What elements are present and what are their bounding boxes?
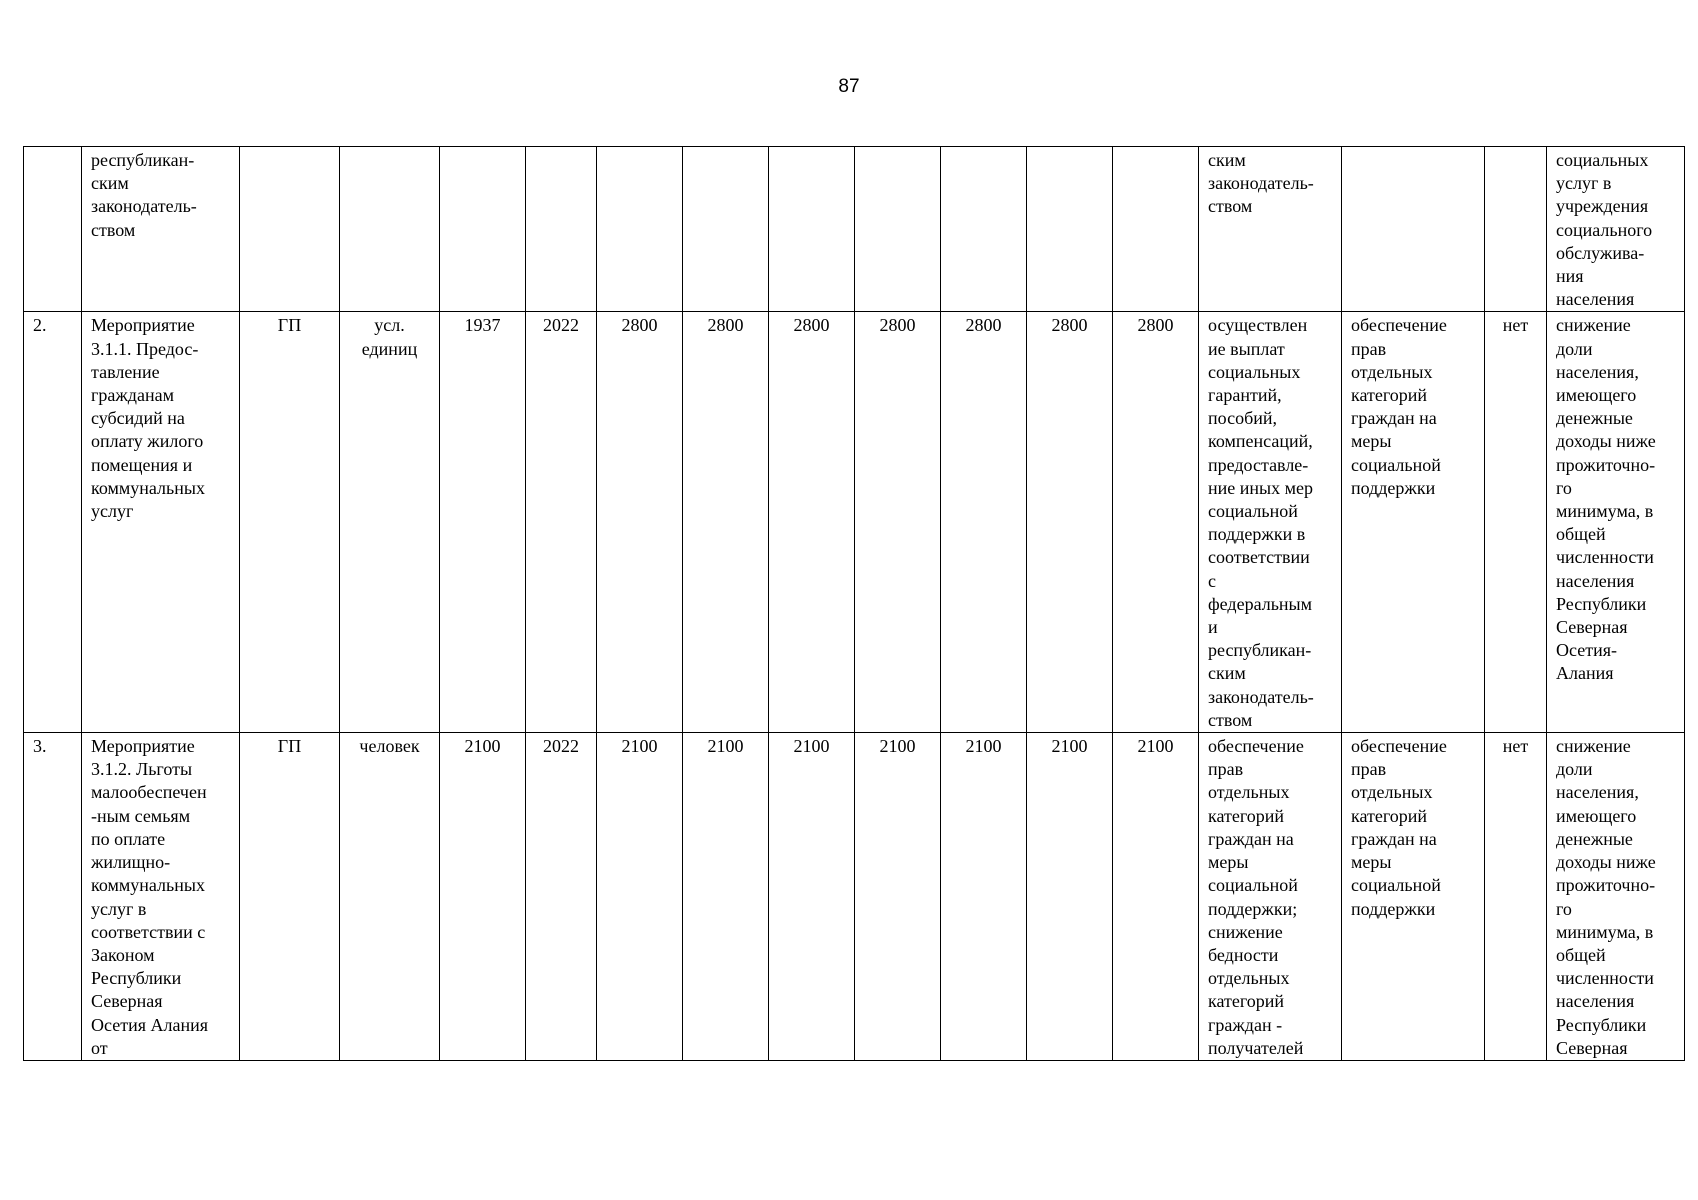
cell-line: прав xyxy=(1351,338,1387,359)
cell-line: социальных xyxy=(1208,361,1301,382)
value-cell xyxy=(941,147,1027,312)
cell-line: ским xyxy=(1208,663,1246,684)
value-cell: 2100 xyxy=(855,733,941,1061)
cell-line: предоставле- xyxy=(1208,454,1309,475)
cell-line: доли xyxy=(1556,338,1593,359)
base-year-cell xyxy=(526,147,597,312)
cell-line: ние иных мер xyxy=(1208,477,1313,498)
cell-line: поддержки в xyxy=(1208,524,1306,545)
page-number: 87 xyxy=(838,76,860,97)
indicator-cell xyxy=(1547,733,1685,1061)
cell-line: услуг в xyxy=(91,898,147,919)
cell-line: граждан - xyxy=(1208,1014,1283,1035)
cell-line: общей xyxy=(1556,524,1606,545)
table-row xyxy=(24,147,1685,312)
cell-line: населения, xyxy=(1556,782,1639,803)
cell-line: республикан- xyxy=(1208,640,1312,661)
cell-line: категорий xyxy=(1351,805,1428,826)
cell-line: компенсаций, xyxy=(1208,431,1313,452)
cell-line: отдельных xyxy=(1351,361,1433,382)
cell-line: социальной xyxy=(1351,875,1441,896)
cell-line: меры xyxy=(1351,431,1392,452)
cell-line: численности xyxy=(1556,547,1654,568)
cell-line: Законом xyxy=(91,944,155,965)
cell-line: отдельных xyxy=(1208,782,1290,803)
cell-line: денежные xyxy=(1556,828,1633,849)
cell-line: граждан на xyxy=(1351,408,1437,429)
cell-line: населения xyxy=(1556,991,1635,1012)
value-cell: 2800 xyxy=(941,312,1027,733)
cell-line: категорий xyxy=(1351,385,1428,406)
cell-line: ским xyxy=(1208,150,1246,170)
cell-line: прав xyxy=(1351,759,1387,780)
base-value-cell xyxy=(440,147,526,312)
cell-line: коммунальных xyxy=(91,875,205,896)
table-row xyxy=(24,312,1685,733)
cell-line: тавление xyxy=(91,361,160,382)
cell-line: прав xyxy=(1208,759,1244,780)
cell-line: доходы ниже xyxy=(1556,431,1656,452)
cell-line: социального xyxy=(1556,219,1653,240)
cell-line: оплату жилого xyxy=(91,431,204,452)
value-cell: 2100 xyxy=(597,733,683,1061)
cell-line: снижение xyxy=(1556,315,1631,336)
base-value-cell: 1937 xyxy=(440,312,526,733)
cell-line: населения xyxy=(1556,570,1635,591)
cell-line: субсидий на xyxy=(91,408,185,429)
cell-line: Республики xyxy=(1556,1014,1647,1035)
cell-line: коммунальных xyxy=(91,477,205,498)
cell-line: имеющего xyxy=(1556,805,1637,826)
result-cell xyxy=(1199,312,1342,733)
cell-line: законодатель- xyxy=(1208,173,1314,194)
cell-line: прожиточно- xyxy=(1556,875,1656,896)
value-cell: 2100 xyxy=(683,733,769,1061)
cell-line: ством xyxy=(91,219,136,240)
cell-line: категорий xyxy=(1208,805,1285,826)
activity-cell xyxy=(82,147,240,312)
indicator-cell xyxy=(1547,147,1685,312)
cell-line: законодатель- xyxy=(1208,686,1314,707)
cell-line: усл. xyxy=(374,315,405,336)
activity-cell xyxy=(82,733,240,1061)
cell-line: Республики xyxy=(91,968,182,989)
cell-line: помещения и xyxy=(91,454,193,475)
cell-line: го xyxy=(1556,477,1572,498)
value-cell: 2800 xyxy=(769,312,855,733)
cell-line: и xyxy=(1208,617,1218,638)
cell-line: поддержки xyxy=(1351,898,1436,919)
indicator-cell xyxy=(1547,312,1685,733)
cell-line: численности xyxy=(1556,968,1654,989)
cell-line: -ным семьям xyxy=(91,805,191,826)
row-number-cell: 2. xyxy=(24,312,82,733)
cell-line: Осетия Алания xyxy=(91,1014,208,1035)
cell-line: бедности xyxy=(1208,944,1279,965)
cell-line: 3.1.2. Льготы xyxy=(91,759,193,780)
cell-line: жилищно- xyxy=(91,852,171,873)
cell-line: от xyxy=(91,1037,108,1058)
cell-line: осуществлен xyxy=(1208,315,1308,336)
program-table xyxy=(23,146,1685,1061)
cell-line: обеспечение xyxy=(1208,736,1304,757)
risk-cell xyxy=(1485,147,1547,312)
cell-line: Северная xyxy=(1556,1037,1628,1058)
cell-line: пособий, xyxy=(1208,408,1277,429)
unit-cell xyxy=(340,733,440,1061)
cell-line: обслужива- xyxy=(1556,242,1645,263)
cell-line: Мероприятие xyxy=(91,736,195,757)
cell-line: законодатель- xyxy=(91,196,197,217)
value-cell xyxy=(597,147,683,312)
cell-line: общей xyxy=(1556,944,1606,965)
value-cell: 2800 xyxy=(1027,312,1113,733)
value-cell: 2100 xyxy=(769,733,855,1061)
value-cell xyxy=(1113,147,1199,312)
cell-line: единиц xyxy=(361,338,418,359)
cell-line: обеспечение xyxy=(1351,315,1447,336)
cell-line: отдельных xyxy=(1208,968,1290,989)
effect-cell xyxy=(1342,733,1485,1061)
cell-line: ским xyxy=(91,173,129,194)
row-number-cell xyxy=(24,147,82,312)
cell-line: услуг в xyxy=(1556,173,1612,194)
cell-line: соответствии xyxy=(1208,547,1310,568)
cell-line: получателей xyxy=(1208,1037,1304,1058)
type-cell: ГП xyxy=(240,312,340,733)
base-year-cell: 2022 xyxy=(526,733,597,1061)
value-cell xyxy=(683,147,769,312)
value-cell xyxy=(769,147,855,312)
value-cell: 2800 xyxy=(1113,312,1199,733)
cell-line: населения xyxy=(1556,289,1635,310)
cell-line: обеспечение xyxy=(1351,736,1447,757)
value-cell xyxy=(855,147,941,312)
unit-cell xyxy=(340,147,440,312)
cell-line: доли xyxy=(1556,759,1593,780)
cell-line: отдельных xyxy=(1351,782,1433,803)
value-cell: 2100 xyxy=(941,733,1027,1061)
cell-line: социальной xyxy=(1208,501,1298,522)
effect-cell xyxy=(1342,312,1485,733)
cell-line: ие выплат xyxy=(1208,338,1285,359)
cell-line: учреждения xyxy=(1556,196,1649,217)
cell-line: республикан- xyxy=(91,150,195,170)
cell-line: гарантий, xyxy=(1208,385,1282,406)
cell-line: гражданам xyxy=(91,385,174,406)
cell-line: категорий xyxy=(1208,991,1285,1012)
value-cell xyxy=(1027,147,1113,312)
cell-line: социальной xyxy=(1208,875,1298,896)
unit-cell xyxy=(340,312,440,733)
cell-line: населения, xyxy=(1556,361,1639,382)
cell-line: имеющего xyxy=(1556,385,1637,406)
cell-line: Алания xyxy=(1556,663,1614,684)
cell-line: Республики xyxy=(1556,593,1647,614)
cell-line: минимума, в xyxy=(1556,921,1654,942)
cell-line: го xyxy=(1556,898,1572,919)
cell-line: социальной xyxy=(1351,454,1441,475)
cell-line: ством xyxy=(1208,709,1253,730)
cell-line: граждан на xyxy=(1208,828,1294,849)
value-cell: 2800 xyxy=(855,312,941,733)
cell-line: Мероприятие xyxy=(91,315,195,336)
value-cell: 2100 xyxy=(1113,733,1199,1061)
cell-line: Осетия- xyxy=(1556,640,1617,661)
cell-line: меры xyxy=(1208,852,1249,873)
activity-cell xyxy=(82,312,240,733)
cell-line: малообеспечен xyxy=(91,782,207,803)
value-cell: 2800 xyxy=(683,312,769,733)
cell-line: снижение xyxy=(1208,921,1283,942)
cell-line: прожиточно- xyxy=(1556,454,1656,475)
cell-line: минимума, в xyxy=(1556,501,1654,522)
effect-cell xyxy=(1342,147,1485,312)
cell-line: меры xyxy=(1351,852,1392,873)
cell-line: доходы ниже xyxy=(1556,852,1656,873)
cell-line: Северная xyxy=(1556,617,1628,638)
cell-line: по оплате xyxy=(91,828,166,849)
cell-line: человек xyxy=(359,736,420,757)
value-cell: 2100 xyxy=(1027,733,1113,1061)
base-value-cell: 2100 xyxy=(440,733,526,1061)
cell-line: соответствии с xyxy=(91,921,206,942)
type-cell xyxy=(240,147,340,312)
result-cell xyxy=(1199,733,1342,1061)
cell-line: федеральным xyxy=(1208,593,1313,614)
risk-cell: нет xyxy=(1485,312,1547,733)
row-number-cell: 3. xyxy=(24,733,82,1061)
result-cell xyxy=(1199,147,1342,312)
cell-line: денежные xyxy=(1556,408,1633,429)
cell-line: с xyxy=(1208,570,1216,591)
cell-line: 3.1.1. Предос- xyxy=(91,338,199,359)
value-cell: 2800 xyxy=(597,312,683,733)
base-year-cell: 2022 xyxy=(526,312,597,733)
cell-line: ством xyxy=(1208,196,1253,217)
risk-cell: нет xyxy=(1485,733,1547,1061)
cell-line: социальных xyxy=(1556,150,1649,170)
cell-line: снижение xyxy=(1556,736,1631,757)
cell-line: Северная xyxy=(91,991,163,1012)
table-row xyxy=(24,733,1685,1061)
cell-line: поддержки xyxy=(1351,477,1436,498)
cell-line: граждан на xyxy=(1351,828,1437,849)
cell-line: ния xyxy=(1556,266,1584,287)
cell-line: поддержки; xyxy=(1208,898,1298,919)
type-cell: ГП xyxy=(240,733,340,1061)
cell-line: услуг xyxy=(91,501,134,522)
